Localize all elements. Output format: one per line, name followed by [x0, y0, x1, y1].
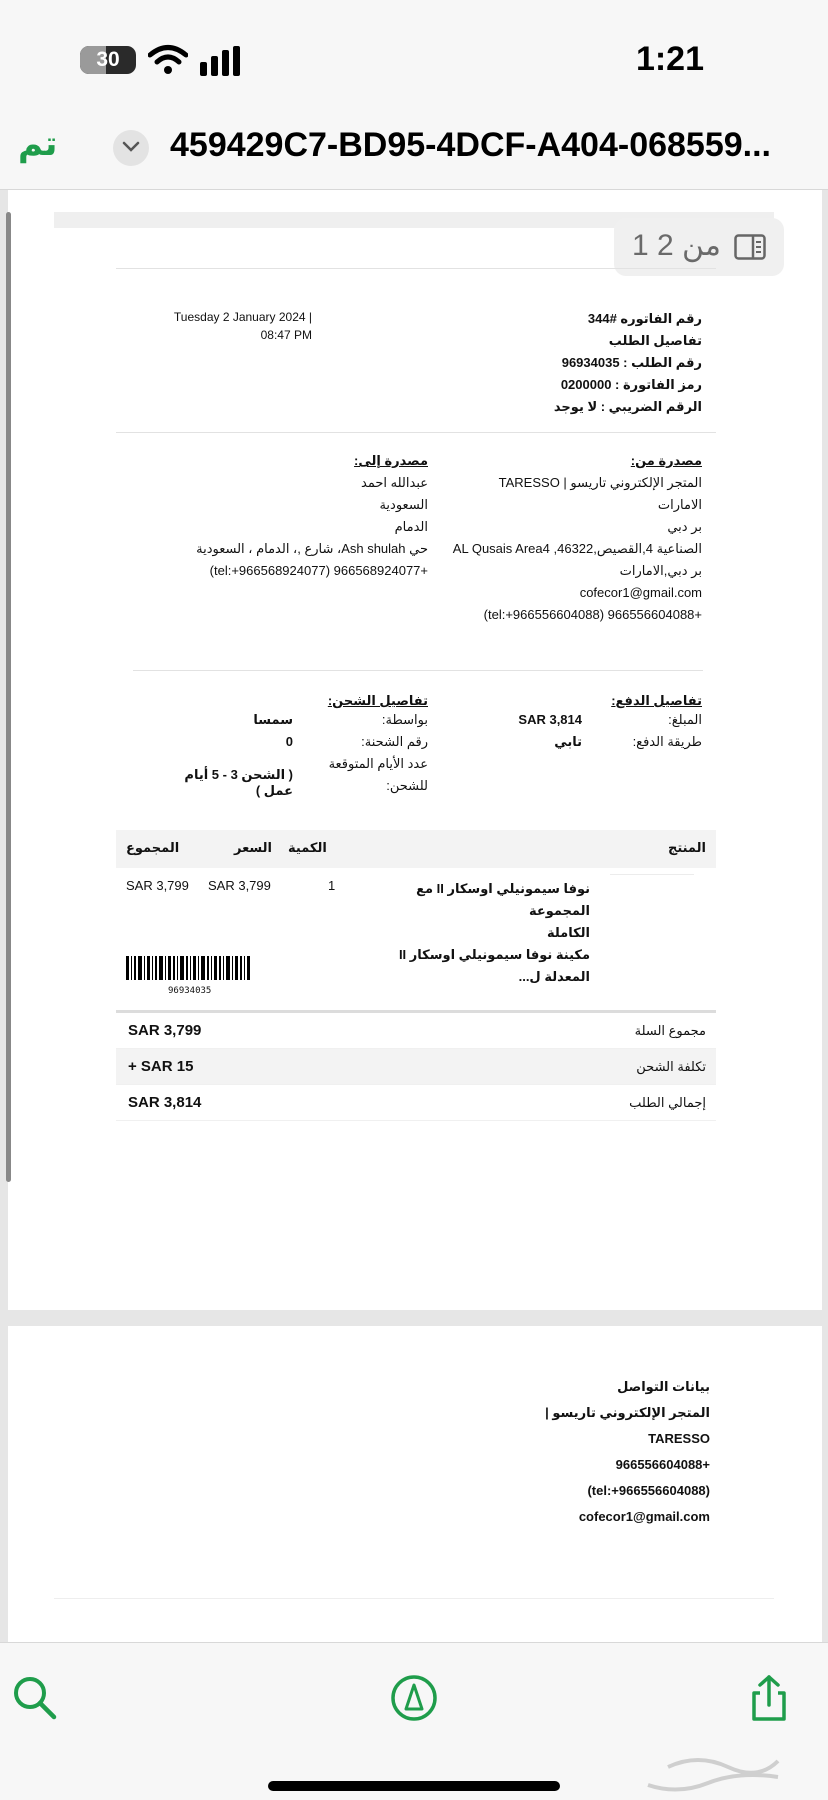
from-line: بر دبي — [667, 519, 702, 534]
products-table-header — [116, 830, 716, 868]
battery-level: 30 — [96, 48, 120, 71]
payment-details-title: تفاصيل الدفع: — [611, 693, 702, 708]
page-footer-strip — [54, 1598, 774, 1612]
expected-days-label-2: للشحن: — [386, 778, 428, 793]
to-line: السعودية — [379, 497, 428, 512]
divider — [116, 268, 716, 269]
shipping-via-label: بواسطة: — [381, 712, 428, 727]
totals-row-cart — [116, 1013, 716, 1049]
markup-icon[interactable] — [389, 1673, 439, 1723]
barcode-number: 96934035 — [168, 986, 212, 996]
chevron-down-icon — [122, 140, 140, 154]
order-details-title: تفاصيل الطلب — [608, 333, 702, 348]
contact-title: بيانات التواصل — [617, 1379, 710, 1394]
cart-total-value: SAR 3,799 — [128, 1022, 202, 1039]
expected-days-value: ( الشحن 3 - 5 أيام عمل ) — [184, 767, 293, 798]
from-line: الصناعية 4,القصيص,46322, AL Qusais Area4 — [452, 541, 702, 556]
product-name-line: نوفا سيمونيلي اوسكار II مع المجموعة — [416, 881, 590, 918]
signal-icon — [200, 46, 244, 76]
amount-value: SAR 3,814 — [518, 712, 582, 727]
tracking-value: 0 — [285, 734, 293, 749]
status-bar — [0, 0, 828, 110]
sidebar-icon — [734, 234, 766, 260]
scrollbar[interactable] — [6, 212, 11, 1182]
product-qty: 1 — [328, 878, 336, 893]
contact-email[interactable]: cofecor1@gmail.com — [578, 1509, 710, 1524]
product-description: مكينة نوفا سيمونيلي اوسكار II المعدلة ل... — [398, 947, 590, 984]
to-line: عبدالله احمد — [361, 475, 428, 490]
from-line: الامارات — [657, 497, 702, 512]
invoice-date — [160, 308, 312, 344]
invoice-number: رقم الفاتوره #344 — [587, 311, 702, 326]
barcode — [126, 956, 256, 986]
to-phone[interactable]: +966568924077 (tel:+966568924077) — [209, 563, 428, 578]
tax-number: الرقم الضريبي : لا يوجد — [553, 399, 702, 414]
expected-days-label: عدد الأيام المتوقعة — [328, 756, 428, 771]
col-product: المنتج — [667, 840, 706, 855]
payment-method-value: تابي — [554, 734, 582, 749]
page-counter-label: 1 من 2 — [632, 229, 721, 262]
done-button[interactable]: تم — [18, 125, 58, 163]
shipping-cost-label: تكلفة الشحن — [636, 1059, 706, 1074]
viewer-top-bar — [0, 110, 828, 190]
contact-phone[interactable]: +966556604088 — [615, 1457, 710, 1472]
totals-row-grand — [116, 1085, 716, 1121]
products-table — [116, 830, 716, 998]
product-name — [370, 878, 590, 988]
issued-to — [158, 450, 428, 582]
totals-row-shipping — [116, 1049, 716, 1085]
shipping-details-title: تفاصيل الشحن: — [327, 693, 428, 708]
payment-details — [432, 690, 702, 756]
document-viewer[interactable] — [0, 190, 828, 1642]
contact-phone-tel[interactable]: (tel:+966556604088) — [587, 1483, 710, 1498]
cart-total-label: مجموع السلة — [634, 1023, 706, 1038]
contact-line: المتجر الإلكتروني تاريسو | — [545, 1405, 710, 1420]
share-icon[interactable] — [744, 1673, 794, 1723]
wifi-icon — [148, 44, 188, 76]
order-totals — [116, 1010, 716, 1121]
invoice-code: رمز الفاتورة : 0200000 — [560, 377, 702, 392]
shipping-details — [158, 690, 428, 800]
clock: 1:21 — [635, 40, 704, 78]
title-menu-button[interactable] — [113, 130, 149, 166]
from-email[interactable]: cofecor1@gmail.com — [579, 585, 702, 600]
invoice-date-line: Tuesday 2 January 2024 | — [173, 310, 312, 324]
issued-from — [432, 450, 702, 626]
search-icon[interactable] — [10, 1673, 60, 1723]
amount-label: المبلغ: — [668, 712, 702, 727]
from-phone[interactable]: +966556604088 (tel:+966556604088) — [483, 607, 702, 622]
product-total: SAR 3,799 — [126, 878, 189, 893]
from-line: المتجر الإلكتروني تاريسو | TARESSO — [498, 475, 702, 490]
battery-icon — [80, 46, 136, 74]
col-total: المجموع — [126, 840, 180, 855]
issued-from-title: مصدرة من: — [630, 453, 702, 468]
to-line: الدمام — [394, 519, 428, 534]
grand-total-value: SAR 3,814 — [128, 1094, 202, 1111]
contact-line: TARESSO — [648, 1431, 710, 1446]
home-indicator — [268, 1781, 560, 1791]
table-row — [116, 868, 716, 998]
payment-method-label: طريقة الدفع: — [632, 734, 702, 749]
contact-details — [410, 1374, 710, 1530]
watermark-logo — [638, 1747, 788, 1797]
product-image — [610, 874, 694, 958]
grand-total-label: إجمالي الطلب — [629, 1095, 706, 1110]
order-number: رقم الطلب : 96934035 — [561, 355, 702, 370]
col-qty: الكمية — [288, 840, 327, 855]
bottom-toolbar — [0, 1642, 828, 1800]
divider — [116, 432, 716, 433]
issued-to-title: مصدرة إلى: — [354, 453, 428, 468]
document-title[interactable]: 459429C7-BD95-4DCF-A404-068559... — [170, 126, 771, 164]
tracking-label: رقم الشحنة: — [361, 734, 428, 749]
invoice-time-line: 08:47 PM — [260, 328, 312, 342]
product-price: SAR 3,799 — [208, 878, 271, 893]
col-price: السعر — [234, 840, 272, 855]
to-line: حي Ash shulah، شارع ,، الدمام ، السعودية — [196, 541, 428, 556]
shipping-via-value: سمسا — [253, 712, 293, 727]
invoice-header — [402, 308, 702, 418]
from-line: بر دبي,الامارات — [619, 563, 702, 578]
shipping-cost-value: + SAR 15 — [128, 1058, 194, 1075]
pdf-page-1 — [8, 190, 822, 1310]
product-name-line: الكاملة — [546, 925, 590, 940]
divider — [133, 670, 703, 671]
pdf-page-2 — [8, 1326, 822, 1642]
